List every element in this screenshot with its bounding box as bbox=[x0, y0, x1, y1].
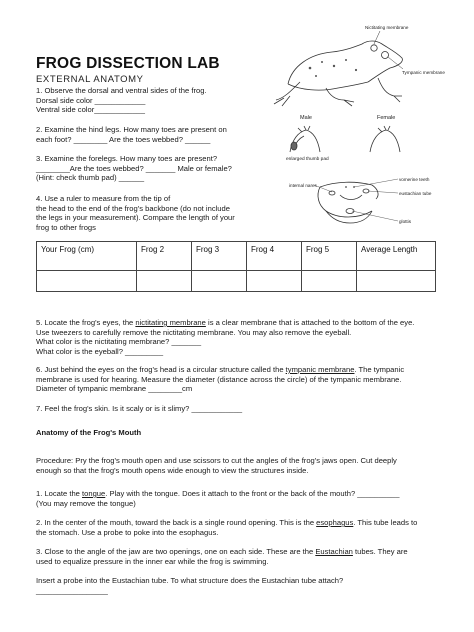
question-text: . The tympanic bbox=[354, 365, 405, 374]
table-cell bbox=[37, 271, 137, 292]
question-text: (Hint: check thumb pad) ______ bbox=[36, 173, 145, 183]
question-text: is a clear membrane that is attached to the bottom of the eye. bbox=[205, 318, 415, 327]
procedure-text bbox=[36, 456, 397, 475]
term-nictitating-membrane: nictitating membrane bbox=[135, 318, 206, 327]
question-6 bbox=[36, 365, 404, 394]
table-cell bbox=[247, 271, 302, 292]
answer-blank: _________________ bbox=[36, 585, 108, 595]
label-internal-nares: internal nares bbox=[289, 183, 317, 188]
question-text: tubes. They are bbox=[352, 547, 408, 556]
label-eustachian-tube: eustachian tube bbox=[399, 191, 432, 196]
table-cell bbox=[357, 271, 436, 292]
question-4 bbox=[36, 194, 235, 232]
table-header-row bbox=[37, 242, 436, 271]
label-thumb-pad: enlarged thumb pad bbox=[286, 157, 329, 162]
question-text: Procedure: Pry the frog's mouth open and use scissors to cut the angles of the frog's jaws open. Cut deeply bbox=[36, 456, 397, 465]
label-nictitating-membrane: Nictitating membrane bbox=[365, 25, 409, 30]
mouth-question-1 bbox=[36, 489, 400, 508]
mouth-question-4 bbox=[36, 576, 343, 595]
question-text: the legs in your measurement). Compare the length of your bbox=[36, 213, 235, 223]
forelimb-illustration bbox=[282, 122, 422, 158]
table-header-cell: Frog 4 bbox=[247, 242, 302, 271]
question-text: the head to the end of the frog's backbone (do not include bbox=[36, 203, 230, 213]
question-text: 2. Examine the hind legs. How many toes are present on bbox=[36, 125, 227, 134]
page-title: FROG DISSECTION LAB bbox=[36, 55, 220, 72]
label-male: Male bbox=[300, 115, 312, 121]
question-text: 1. Locate the bbox=[36, 489, 83, 498]
table-cell bbox=[192, 271, 247, 292]
question-text: 4. Use a ruler to measure from the tip of bbox=[36, 194, 171, 203]
question-text: 3. Close to the angle of the jaw are two openings, one on each side. These are the bbox=[36, 547, 316, 556]
question-text: 2. In the center of the mouth, toward the back is a single round opening. This is the bbox=[36, 518, 317, 527]
term-tongue: tongue bbox=[82, 489, 106, 498]
question-2 bbox=[36, 125, 227, 144]
table-header-cell: Frog 2 bbox=[137, 242, 192, 271]
section-subtitle: EXTERNAL ANATOMY bbox=[36, 74, 144, 85]
question-text: 1. Observe the dorsal and ventral sides of the frog. bbox=[36, 86, 207, 95]
question-text: Diameter of tympanic membrane ________cm bbox=[36, 384, 193, 394]
question-text: 3. Examine the forelegs. How many toes are present? bbox=[36, 154, 218, 163]
question-text: Use tweezers to carefully remove the nictitating membrane. You may also remove the eyeball. bbox=[36, 327, 352, 337]
question-text: the stomach. Use a probe to poke into the esophagus. bbox=[36, 527, 219, 537]
term-tympanic-membrane: tympanic membrane bbox=[285, 365, 355, 374]
table-header-cell: Frog 5 bbox=[302, 242, 357, 271]
question-7: 7. Feel the frog's skin. Is it scaly or is it slimy? ____________ bbox=[36, 404, 243, 413]
table-header-cell: Your Frog (cm) bbox=[37, 242, 137, 271]
question-text: 5. Locate the frog's eyes, the bbox=[36, 318, 136, 327]
question-text: What color is the nictitating membrane? _______ bbox=[36, 337, 202, 347]
frog-length-table bbox=[36, 241, 436, 292]
question-text: 6. Just behind the eyes on the frog's head is a circular structure called the bbox=[36, 365, 286, 374]
label-tympanic-membrane: Tympanic membrane bbox=[402, 70, 445, 75]
table-cell bbox=[137, 271, 192, 292]
question-text: ________Are the toes webbed? _______ Male or female? bbox=[36, 163, 232, 173]
question-text: . This tube leads to bbox=[353, 518, 418, 527]
term-esophagus: esophagus bbox=[316, 518, 354, 527]
question-text: Insert a probe into the Eustachian tube. To what structure does the Eustachian tube attach? bbox=[36, 576, 344, 585]
term-eustachian: Eustachian bbox=[315, 547, 353, 556]
question-text: Dorsal side color ____________ bbox=[36, 95, 146, 105]
table-header-cell: Frog 3 bbox=[192, 242, 247, 271]
table-header-cell: Average Length bbox=[357, 242, 436, 271]
label-vomerine-teeth: vomerine teeth bbox=[399, 177, 430, 182]
question-text: Ventral side color____________ bbox=[36, 105, 145, 115]
question-text: (You may remove the tongue) bbox=[36, 498, 136, 508]
question-text: used to equalize pressure in the inner ear while the frog is swimming. bbox=[36, 556, 269, 566]
question-text: . Play with the tongue. Does it attach to the front or the back of the mouth? __________ bbox=[105, 489, 400, 498]
question-text: membrane is used for hearing. Measure the diameter (distance across the circle) of the tympanic membrane. bbox=[36, 374, 402, 384]
question-text: enough so that the frog's mouth opens wide enough to view the structures inside. bbox=[36, 465, 309, 475]
question-text: frog to other frogs bbox=[36, 222, 96, 232]
label-female: Female bbox=[377, 115, 396, 121]
label-glottis: glottis bbox=[399, 219, 412, 224]
table-cell bbox=[302, 271, 357, 292]
table-row bbox=[37, 271, 436, 292]
mouth-question-3 bbox=[36, 547, 408, 566]
question-3 bbox=[36, 154, 232, 183]
frog-side-illustration bbox=[270, 22, 450, 107]
question-1 bbox=[36, 86, 207, 115]
section-heading-mouth: Anatomy of the Frog's Mouth bbox=[36, 428, 142, 437]
question-text: each foot? ________ Are the toes webbed? ______ bbox=[36, 134, 211, 144]
question-text: What color is the eyeball? _________ bbox=[36, 346, 164, 356]
question-5 bbox=[36, 318, 414, 356]
mouth-question-2 bbox=[36, 518, 417, 537]
